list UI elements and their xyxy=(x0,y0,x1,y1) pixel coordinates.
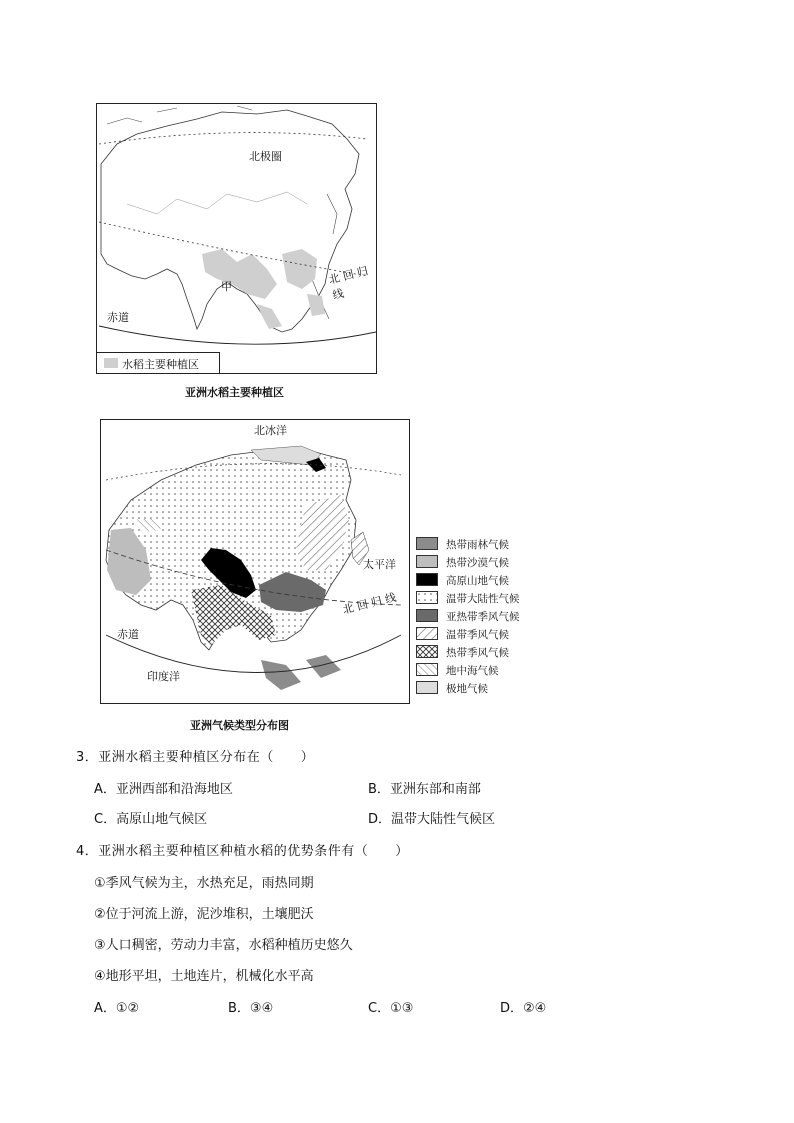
pacific-label: 太平洋 xyxy=(363,558,396,571)
q4-statement-2: ②位于河流上游，泥沙堆积，土壤肥沃 xyxy=(94,907,314,922)
rice-map xyxy=(96,103,377,374)
legend-swatch xyxy=(416,555,438,568)
rice-legend-swatch xyxy=(104,358,118,368)
q3-option-b[interactable]: B．亚洲东部和南部 xyxy=(368,782,481,797)
legend-swatch xyxy=(416,573,438,586)
q4-statement-1: ①季风气候为主，水热充足，雨热同期 xyxy=(94,876,314,891)
equator-label-2: 赤道 xyxy=(117,628,139,641)
legend-swatch xyxy=(416,591,438,604)
tropic-of-cancer-label-2: 北 回 归 线 xyxy=(341,590,398,617)
q4-option-d[interactable]: D．②④ xyxy=(500,1001,547,1016)
q4-option-c[interactable]: C．①③ xyxy=(368,1001,414,1016)
q4-option-b[interactable]: B．③④ xyxy=(228,1001,274,1016)
q4-option-a[interactable]: A．①② xyxy=(94,1001,140,1016)
q3-option-a[interactable]: A．亚洲西部和沿海地区 xyxy=(94,782,233,797)
q3-option-c[interactable]: C．高原山地气候区 xyxy=(94,812,208,827)
legend-swatch xyxy=(416,609,438,622)
legend-label: 地中海气候 xyxy=(446,665,499,677)
rice-map-caption: 亚洲水稻主要种植区 xyxy=(185,386,284,399)
q4-statement-4: ④地形平坦，土地连片，机械化水平高 xyxy=(94,969,314,984)
legend-swatch xyxy=(416,645,438,658)
legend-swatch xyxy=(416,537,438,550)
arctic-ocean-label: 北冰洋 xyxy=(254,424,287,437)
legend-label: 热带雨林气候 xyxy=(446,539,509,551)
equator-label: 赤道 xyxy=(107,311,129,324)
climate-map-caption: 亚洲气候类型分布图 xyxy=(190,719,289,732)
legend-swatch xyxy=(416,627,438,640)
question-3-stem: 3．亚洲水稻主要种植区分布在（ ） xyxy=(76,750,315,765)
jia-label: 甲 xyxy=(221,280,232,293)
legend-label: 亚热带季风气候 xyxy=(446,611,520,623)
q4-statement-3: ③人口稠密，劳动力丰富，水稻种植历史悠久 xyxy=(94,938,353,953)
legend-label: 热带沙漠气候 xyxy=(446,557,509,569)
legend-swatch xyxy=(416,663,438,676)
rice-map-graphic xyxy=(97,104,376,373)
tropic-of-cancer-label: 北 回 归 线 xyxy=(327,264,370,303)
indian-ocean-label: 印度洋 xyxy=(147,670,180,683)
q3-option-d[interactable]: D．温带大陆性气候区 xyxy=(368,812,496,827)
arctic-circle-label: 北极圈 xyxy=(249,150,282,163)
legend-label: 热带季风气候 xyxy=(446,647,509,659)
rice-legend-label: 水稻主要种植区 xyxy=(122,358,199,371)
question-4-stem: 4．亚洲水稻主要种植区种植水稻的优势条件有（ ） xyxy=(76,844,409,859)
rice-legend xyxy=(97,352,220,374)
climate-legend xyxy=(416,537,556,703)
legend-label: 极地气候 xyxy=(446,683,488,695)
legend-label: 高原山地气候 xyxy=(446,575,509,587)
legend-swatch xyxy=(416,681,438,694)
legend-label: 温带大陆性气候 xyxy=(446,593,520,605)
legend-label: 温带季风气候 xyxy=(446,629,509,641)
climate-map xyxy=(100,419,410,704)
